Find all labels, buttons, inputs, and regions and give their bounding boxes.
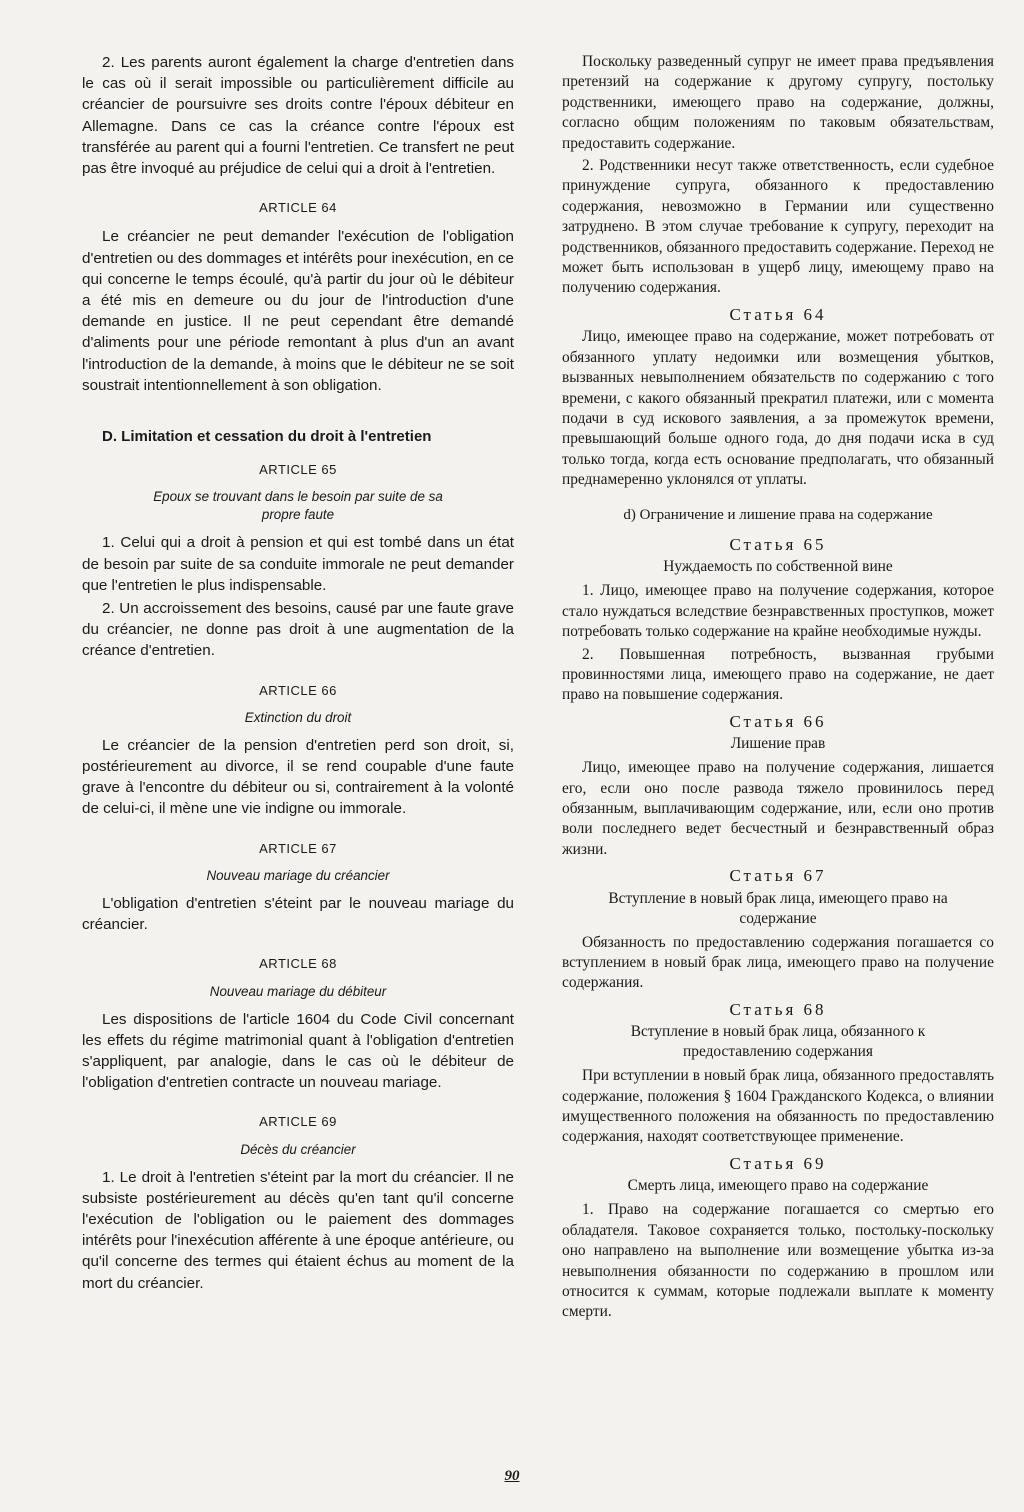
french-article-66-subtitle: Extinction du droit bbox=[244, 709, 352, 725]
russian-article-67-subtitle: Вступление в новый брак лица, имеющего право на содержание bbox=[608, 889, 948, 927]
russian-article-66-text: Лицо, имеющее право на получение содержания, лишается его, если оно после развода тяжело провинилось перед обязанным, выплачивающим содержание, или, если оно против воли последнего ведет бесчестный и безнравственный образ жизни. bbox=[562, 759, 994, 858]
russian-article-69-text: 1. Право на содержание погашается со смертью его обладателя. Таковое сохраняется только, постольку-поскольку оно направлено на выполнение или возмещение убытка из-за невыполнения обязанности по содержанию в прошлом или относится к суммам, которые подлежали выплате к моменту смерти. bbox=[562, 1201, 994, 1321]
russian-article-65-paragraph-1: 1. Лицо, имеющее право на получение содержания, которое стало нуждаться вследствие безнравственных проступков, может потребовать только содержание на крайне необходимые нужды. bbox=[562, 582, 994, 641]
french-article-67-text: L'obligation d'entretien s'éteint par le nouveau mariage du créancier. bbox=[82, 894, 514, 934]
russian-article-66-heading: Статья 66 bbox=[729, 711, 827, 731]
russian-article-67-text: Обязанность по предоставлению содержания погашается со вступлением в новый брак лица, имеющего право на получение содержания. bbox=[562, 933, 994, 992]
russian-article-68-subtitle: Вступление в новый брак лица, обязанного к предоставлению содержания bbox=[630, 1023, 926, 1061]
french-article-64-text: Le créancier ne peut demander l'exécution de l'obligation d'entretien ou des dommages et intérêts pour inexécution, en ce qui concerne le temps écoulé, qu'à partir du jour où le débiteur a été mis en demeure ou du jour de l'introduction d'une demande en justice. Il ne peut cependant être demandé d'aliments pour une période remontant à plus d'un an avant l'introduction de la demande, à moins que le débiteur ne se soit soustrait intentionnellement à son obligation. bbox=[82, 228, 514, 394]
french-column bbox=[82, 52, 514, 1296]
russian-article-65-heading: Статья 65 bbox=[729, 534, 827, 554]
french-article-68-subtitle: Nouveau mariage du débiteur bbox=[209, 983, 387, 999]
french-article-67-heading: ARTICLE 67 bbox=[259, 840, 337, 856]
french-article-65-subtitle: Epoux se trouvant dans le besoin par suite de sa propre faute bbox=[153, 489, 443, 523]
russian-article-64-heading: Статья 64 bbox=[729, 304, 827, 324]
french-article-65-paragraph-1: 1. Celui qui a droit à pension et qui est tombé dans un état de besoin par suite de sa conduite immorale ne peut demander que l'entretien le plus indispensable. bbox=[82, 534, 514, 594]
french-article-65-paragraph-2: 2. Un accroissement des besoins, causé par une faute grave du créancier, ne donne pas droit à une augmentation de la créance d'entretien. bbox=[82, 600, 514, 660]
french-article-69-heading: ARTICLE 69 bbox=[259, 1114, 337, 1130]
russian-article-65-paragraph-2: 2. Повышенная потребность, вызванная грубыми провинностями лица, имеющего право на содержание, не дает право на повышение содержания. bbox=[562, 645, 994, 704]
french-article-66-heading: ARTICLE 66 bbox=[259, 682, 337, 698]
russian-article-68-heading: Статья 68 bbox=[729, 999, 827, 1019]
russian-article-69-subtitle: Смерть лица, имеющего право на содержание bbox=[627, 1177, 929, 1195]
french-article-69-subtitle: Décès du créancier bbox=[240, 1141, 356, 1157]
russian-article-66-subtitle: Лишение прав bbox=[730, 735, 826, 753]
french-article-69-text: 1. Le droit à l'entretien s'éteint par la mort du créancier. Il ne subsiste postérieurement au décès qu'en tant qu'il concerne l'exécution de l'obligation ou le paiement des dommages intérêts pour l'inexécution afférente à une époque antérieure, ou qu'il concerne des termes qui étaient échus au moment de la mort du créancier. bbox=[82, 1168, 514, 1292]
russian-article-69-heading: Статья 69 bbox=[729, 1153, 827, 1173]
russian-intro-paragraph-1: Поскольку разведенный супруг не имеет права предъявления претензий на содержание к другому супругу, постольку родственники, имеющего право на содержание, должны, согласно общим положениям по таковым обязательствам, предоставить содержание. bbox=[562, 53, 994, 152]
french-article-64-heading: ARTICLE 64 bbox=[259, 200, 337, 216]
french-article-68-text: Les dispositions de l'article 1604 du Code Civil concernant les effets du régime matrimonial quant à l'obligation d'entretien s'appliquent, par analogie, dans le cas où le débiteur de l'obligation d'entretien contracte un nouveau mariage. bbox=[82, 1010, 514, 1092]
french-article-66-text: Le créancier de la pension d'entretien perd son droit, si, postérieurement au divorce, il se rend coupable d'une faute grave à l'encontre du débiteur ou si, contrairement à la volonté de celui-ci, il mène une vie indigne ou immorale. bbox=[82, 736, 514, 818]
page-number: 90 bbox=[504, 1468, 520, 1484]
french-article-67-subtitle: Nouveau mariage du créancier bbox=[206, 867, 390, 883]
russian-article-67-heading: Статья 67 bbox=[729, 866, 827, 886]
russian-article-65-subtitle: Нуждаемость по собственной вине bbox=[663, 558, 893, 576]
russian-column bbox=[562, 52, 994, 1325]
french-article-68-heading: ARTICLE 68 bbox=[259, 956, 337, 972]
french-intro-paragraph-2: 2. Les parents auront également la charge d'entretien dans le cas où il serait impossible ou particulièrement difficile au créancier de poursuivre ses droits contre l'époux débiteur en Allemagne. Dans ce cas la créance contre l'époux est transférée au parent qui a fourni l'entretien. Ce transfert ne peut pas être invoqué au préjudice de celui qui a droit à l'entretien. bbox=[82, 54, 514, 178]
russian-section-d-heading: d) Ограничение и лишение права на содержание bbox=[623, 506, 933, 523]
russian-intro-paragraph-2: 2. Родственники несут также ответственность, если судебное принуждение супруга, обязанного к предоставлению содержания, невозможно в Германии или существенно затруднено. В этом случае требование к супругу, переходит на родственников, обязанного предоставить содержание. Переход не может быть использован в ущерб лицу, имеющему право на получению содержания. bbox=[562, 157, 994, 297]
french-section-d-heading: D. Limitation et cessation du droit à l'entretien bbox=[102, 428, 432, 446]
russian-article-64-text: Лицо, имеющее право на содержание, может потребовать от обязанного уплату недоимки или возмещения убытков, вызванных невыполнением обязательств по содержанию с того времени, с какого обязанный прекратил платежи, или с момента подачи в суд искового заявления, а за промежуток времени, превышающий больше одного года, до дня подачи иска в суд только тогда, когда есть основание предполагать, что обязанный преднамеренно уклонялся от уплаты. bbox=[562, 328, 994, 489]
french-article-65-heading: ARTICLE 65 bbox=[259, 462, 337, 478]
russian-article-68-text: При вступлении в новый брак лица, обязанного предоставлять содержание, положения § 1604 Гражданского Кодекса, о влиянии имущественного положения на обязанность по предоставлению содержания, находят соответствующее применение. bbox=[562, 1067, 994, 1146]
